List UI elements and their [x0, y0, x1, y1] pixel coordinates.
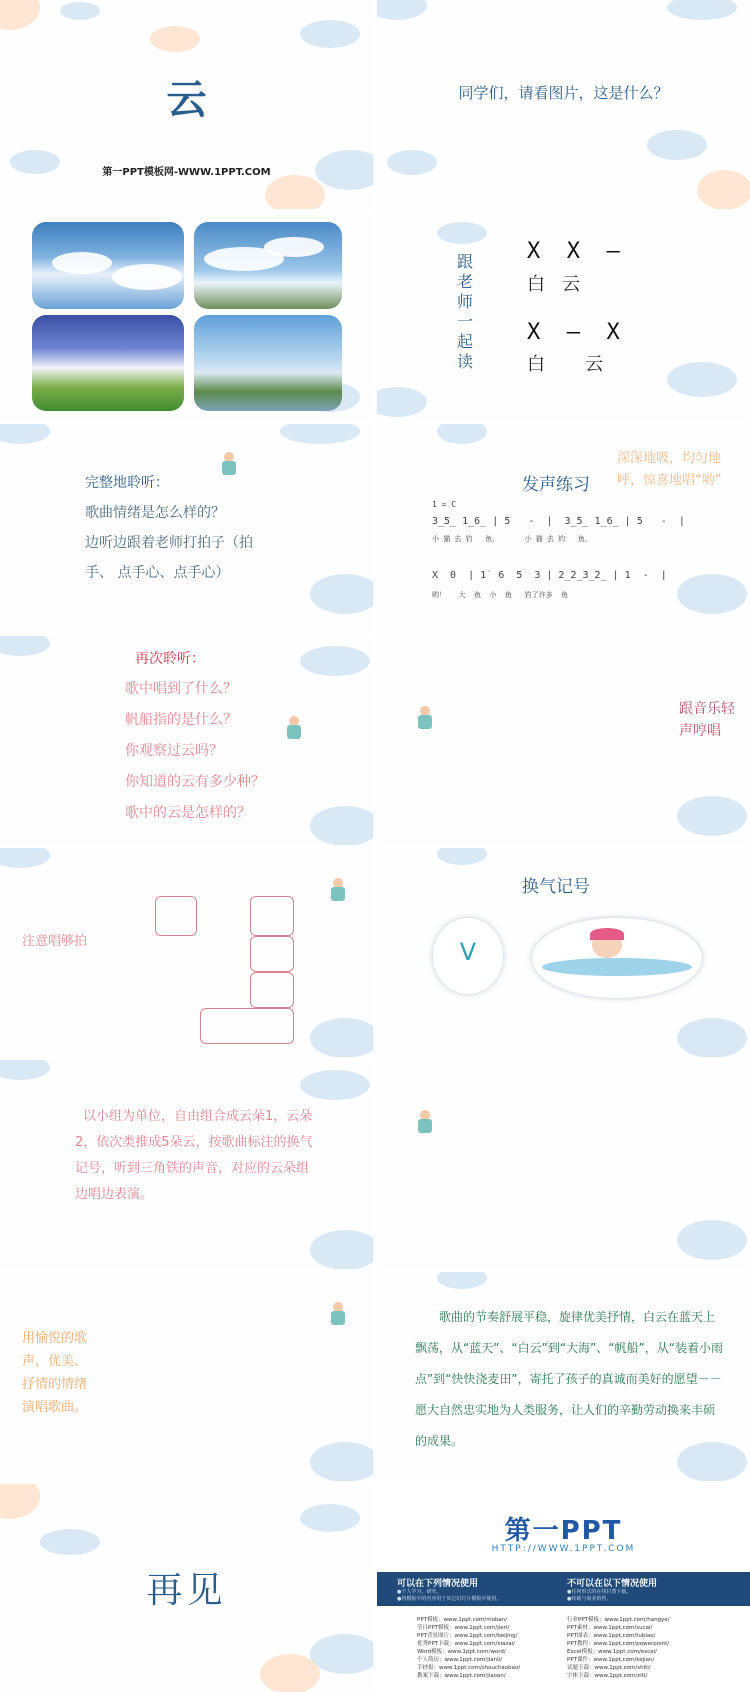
cloud-decoration — [667, 0, 737, 20]
forbidden-usage-note-1: ●任何形式的在线付费下载。 — [567, 1589, 632, 1595]
question-3: 你观察过云吗？ — [125, 743, 223, 759]
slide-10[interactable] — [377, 848, 750, 1057]
cloud-decoration — [377, 387, 427, 417]
rhythm-row-2: X – X — [527, 320, 620, 345]
breath-box — [250, 936, 294, 972]
brand-url[interactable]: HTTP://WWW.1PPT.COM — [491, 1544, 636, 1554]
resource-link[interactable]: 试题下载：www.1ppt.com/shiti/ — [567, 1665, 651, 1671]
listen-question-1: 歌曲情绪是怎么样的？ — [85, 505, 225, 521]
cloud-decoration — [677, 1018, 747, 1057]
allowed-usage-note-2: ●将模板中的内容用于其它幻灯片模板中使用。 — [397, 1596, 502, 1602]
breathing-tip: 深深地吸，均匀地呼，惊喜地唱“哟” — [617, 451, 722, 488]
cloud-decoration — [310, 1018, 373, 1057]
key-signature: 1 = C — [432, 500, 457, 509]
vocal-exercise-lyric-2: 哟！ 大 鱼 小 鱼 钓了许多 鱼 — [432, 591, 569, 599]
vocal-exercise-lyric-1: 小 猫 去 钓 鱼， 小 猫 去 钓 鱼， — [432, 535, 592, 543]
slide-3[interactable] — [0, 212, 373, 421]
listen-question-2: 边听边跟着老师打拍子（拍 — [85, 535, 253, 551]
beat-instruction: 注意唱够拍 — [22, 934, 88, 949]
cloud-decoration — [697, 170, 750, 209]
cloud-decoration — [377, 0, 427, 20]
listen-heading: 完整地聆听： — [85, 475, 169, 491]
swimmer-illustration — [532, 918, 702, 998]
slide-subtitle: 第一PPT模板网-WWW.1PPT.COM — [102, 167, 271, 178]
cloud-decoration — [0, 0, 40, 30]
lyric-row-1: 白 云 — [527, 274, 581, 295]
resource-link[interactable]: 优秀PPT下载：www.1ppt.com/xiazai/ — [417, 1641, 516, 1647]
cloud-decoration — [0, 636, 50, 656]
cloud-decoration — [265, 175, 325, 209]
listen-question-3: 手、 点手心、点手心） — [85, 565, 230, 581]
cloud-decoration — [677, 1220, 747, 1260]
question-2: 帆船指的是什么？ — [125, 712, 237, 728]
cloud-decoration — [677, 796, 747, 836]
slide-4[interactable] — [377, 212, 750, 421]
resource-link[interactable]: PPT教程：www.1ppt.com/powerpoint/ — [567, 1641, 670, 1647]
allowed-usage-note-1: ●个人学习、研究。 — [397, 1589, 442, 1595]
forbidden-usage-note-2: ●转载与商业销售。 — [567, 1596, 612, 1602]
cloud-decoration — [260, 1654, 320, 1692]
brand-logo: 第一PPT — [504, 1516, 623, 1546]
slide-7[interactable] — [0, 636, 373, 845]
cloud-decoration — [310, 1230, 373, 1269]
slide-5[interactable] — [0, 424, 373, 633]
cloud-decoration — [387, 150, 437, 175]
resource-link[interactable]: PPT课件：www.1ppt.com/kejian/ — [567, 1657, 655, 1663]
cloud-photo-4 — [194, 315, 342, 411]
cloud-decoration — [647, 130, 707, 160]
cloud-decoration — [300, 646, 370, 676]
cloud-decoration — [60, 2, 100, 20]
girl-illustration — [414, 706, 436, 736]
cloud-photo-3 — [32, 315, 184, 411]
girl-illustration — [327, 878, 349, 908]
resource-link[interactable]: 行业PPT模板：www.1ppt.com/hangye/ — [567, 1617, 670, 1623]
cloud-decoration — [300, 1070, 370, 1100]
cloud-decoration — [0, 1060, 50, 1080]
vocal-exercise-line-1: 3̲5̲ 1̲6̲ | 5 - | 3̲5̲ 1̲6̲ | 5 - | — [432, 516, 685, 527]
cloud-decoration — [310, 1634, 373, 1674]
cloud-decoration — [310, 1442, 373, 1481]
cloud-decoration — [310, 806, 373, 845]
girl-illustration — [327, 1302, 349, 1332]
cloud-decoration — [437, 222, 487, 244]
slide-16[interactable] — [377, 1484, 750, 1692]
slide-title: 发声练习 — [522, 475, 590, 495]
slide-12[interactable] — [377, 1060, 750, 1269]
forbidden-usage-heading: 不可以在以下情况使用 — [567, 1579, 658, 1589]
cloud-decoration — [0, 848, 50, 868]
resource-link[interactable]: 个人简历：www.1ppt.com/jianli/ — [417, 1657, 503, 1663]
breath-box — [200, 1008, 294, 1044]
resource-link[interactable]: 节日PPT模板：www.1ppt.com/jieri/ — [417, 1625, 510, 1631]
cloud-decoration — [40, 1529, 100, 1555]
vertical-instruction: 跟 老 师 一 起 读 — [457, 252, 474, 371]
links-right — [567, 1616, 670, 1680]
slide-9[interactable] — [0, 848, 373, 1057]
cloud-decoration — [310, 574, 373, 614]
question-4: 你知道的云有多少种？ — [125, 774, 265, 790]
breath-box — [250, 896, 294, 936]
question-5: 歌中的云是怎样的？ — [125, 805, 251, 821]
hum-instruction: 跟音乐轻声哼唱 — [679, 701, 735, 739]
breath-mark-symbol: V — [459, 938, 477, 966]
cloud-photo-1 — [32, 222, 184, 309]
cloud-decoration — [0, 424, 50, 444]
slide-1[interactable] — [0, 0, 373, 209]
resource-link[interactable]: PPT图表：www.1ppt.com/tubiao/ — [567, 1633, 656, 1639]
cloud-decoration — [677, 574, 747, 614]
resource-link[interactable]: 手抄报：www.1ppt.com/shouchaobao/ — [417, 1665, 521, 1671]
goodbye-text: 再见 — [146, 1570, 227, 1611]
song-analysis: 歌曲的节奏舒展平稳，旋律优美抒情，白云在蓝天上飘荡，从“蓝天”、“白云”到“大海”、“帆船”，从“装着小雨点”到“快快浇麦田”，寄托了孩子的真诚而美好的愿望－－愿大自然忠实地为人类服务，让人们的辛勤劳动换来丰硕的成果。 — [415, 1310, 723, 1448]
girl-illustration — [218, 452, 240, 482]
breath-box — [155, 896, 197, 936]
singing-instruction: 用愉悦的歌声，优美、抒情的情绪演唱歌曲。 — [22, 1331, 88, 1415]
slide-title: 换气记号 — [522, 877, 590, 897]
slide-14[interactable] — [377, 1272, 750, 1481]
allowed-usage-heading: 可以在下列情况使用 — [397, 1579, 479, 1589]
resource-link[interactable]: 教案下载：www.1ppt.com/jiaoan/ — [417, 1673, 506, 1679]
slide-8[interactable] — [377, 636, 750, 845]
cloud-decoration — [0, 1484, 40, 1519]
slide-15[interactable] — [0, 1484, 373, 1692]
cloud-decoration — [667, 362, 737, 397]
lyric-row-2: 白 云 — [527, 354, 604, 375]
cloud-decoration — [437, 1272, 487, 1289]
activity-instruction: 以小组为单位，自由组合成云朵1，云朵2，依次类推成5朵云，按歌曲标注的换气记号，听到三角铁的声音，对应的云朵组边唱边表演。 — [75, 1109, 313, 1202]
slide-13[interactable] — [0, 1272, 373, 1481]
usage-banner — [377, 1572, 750, 1606]
slide-11[interactable] — [0, 1060, 373, 1269]
cloud-decoration — [300, 20, 360, 48]
question-1: 歌中唱到了什么？ — [125, 681, 237, 697]
cloud-decoration — [280, 424, 360, 444]
resource-link[interactable]: Word模板：www.1ppt.com/word/ — [417, 1649, 506, 1655]
vocal-exercise-line-2: X 0 | 1̇ 6 5 3 | 2̲2̲3̲2̲ | 1 - | — [432, 570, 667, 581]
cloud-decoration — [437, 848, 487, 865]
cloud-decoration — [150, 26, 200, 52]
cloud-photo-2 — [194, 222, 342, 309]
slide-2[interactable] — [377, 0, 750, 209]
resource-link[interactable]: PPT模板：www.1ppt.com/moban/ — [417, 1617, 508, 1623]
breath-mark-circle — [433, 918, 503, 994]
slide-title: 云 — [166, 77, 207, 123]
question-text: 同学们，请看图片，这是什么？ — [458, 84, 669, 102]
resource-link[interactable]: 字体下载：www.1ppt.com/ziti/ — [567, 1673, 648, 1679]
cloud-decoration — [437, 424, 487, 444]
resource-link[interactable]: Excel模板：www.1ppt.com/excel/ — [567, 1649, 658, 1655]
listen-again-heading: 再次聆听： — [135, 651, 205, 667]
resource-link[interactable]: PPT素材：www.1ppt.com/sucai/ — [567, 1625, 653, 1631]
cloud-decoration — [300, 1504, 360, 1532]
breath-box — [250, 972, 294, 1008]
slide-6[interactable] — [377, 424, 750, 633]
links-left — [417, 1616, 520, 1680]
resource-link[interactable]: PPT背景图片：www.1ppt.com/beijing/ — [417, 1633, 518, 1639]
girl-illustration — [414, 1110, 436, 1140]
rhythm-row-1: X X – — [527, 239, 620, 264]
girl-illustration — [283, 716, 305, 746]
